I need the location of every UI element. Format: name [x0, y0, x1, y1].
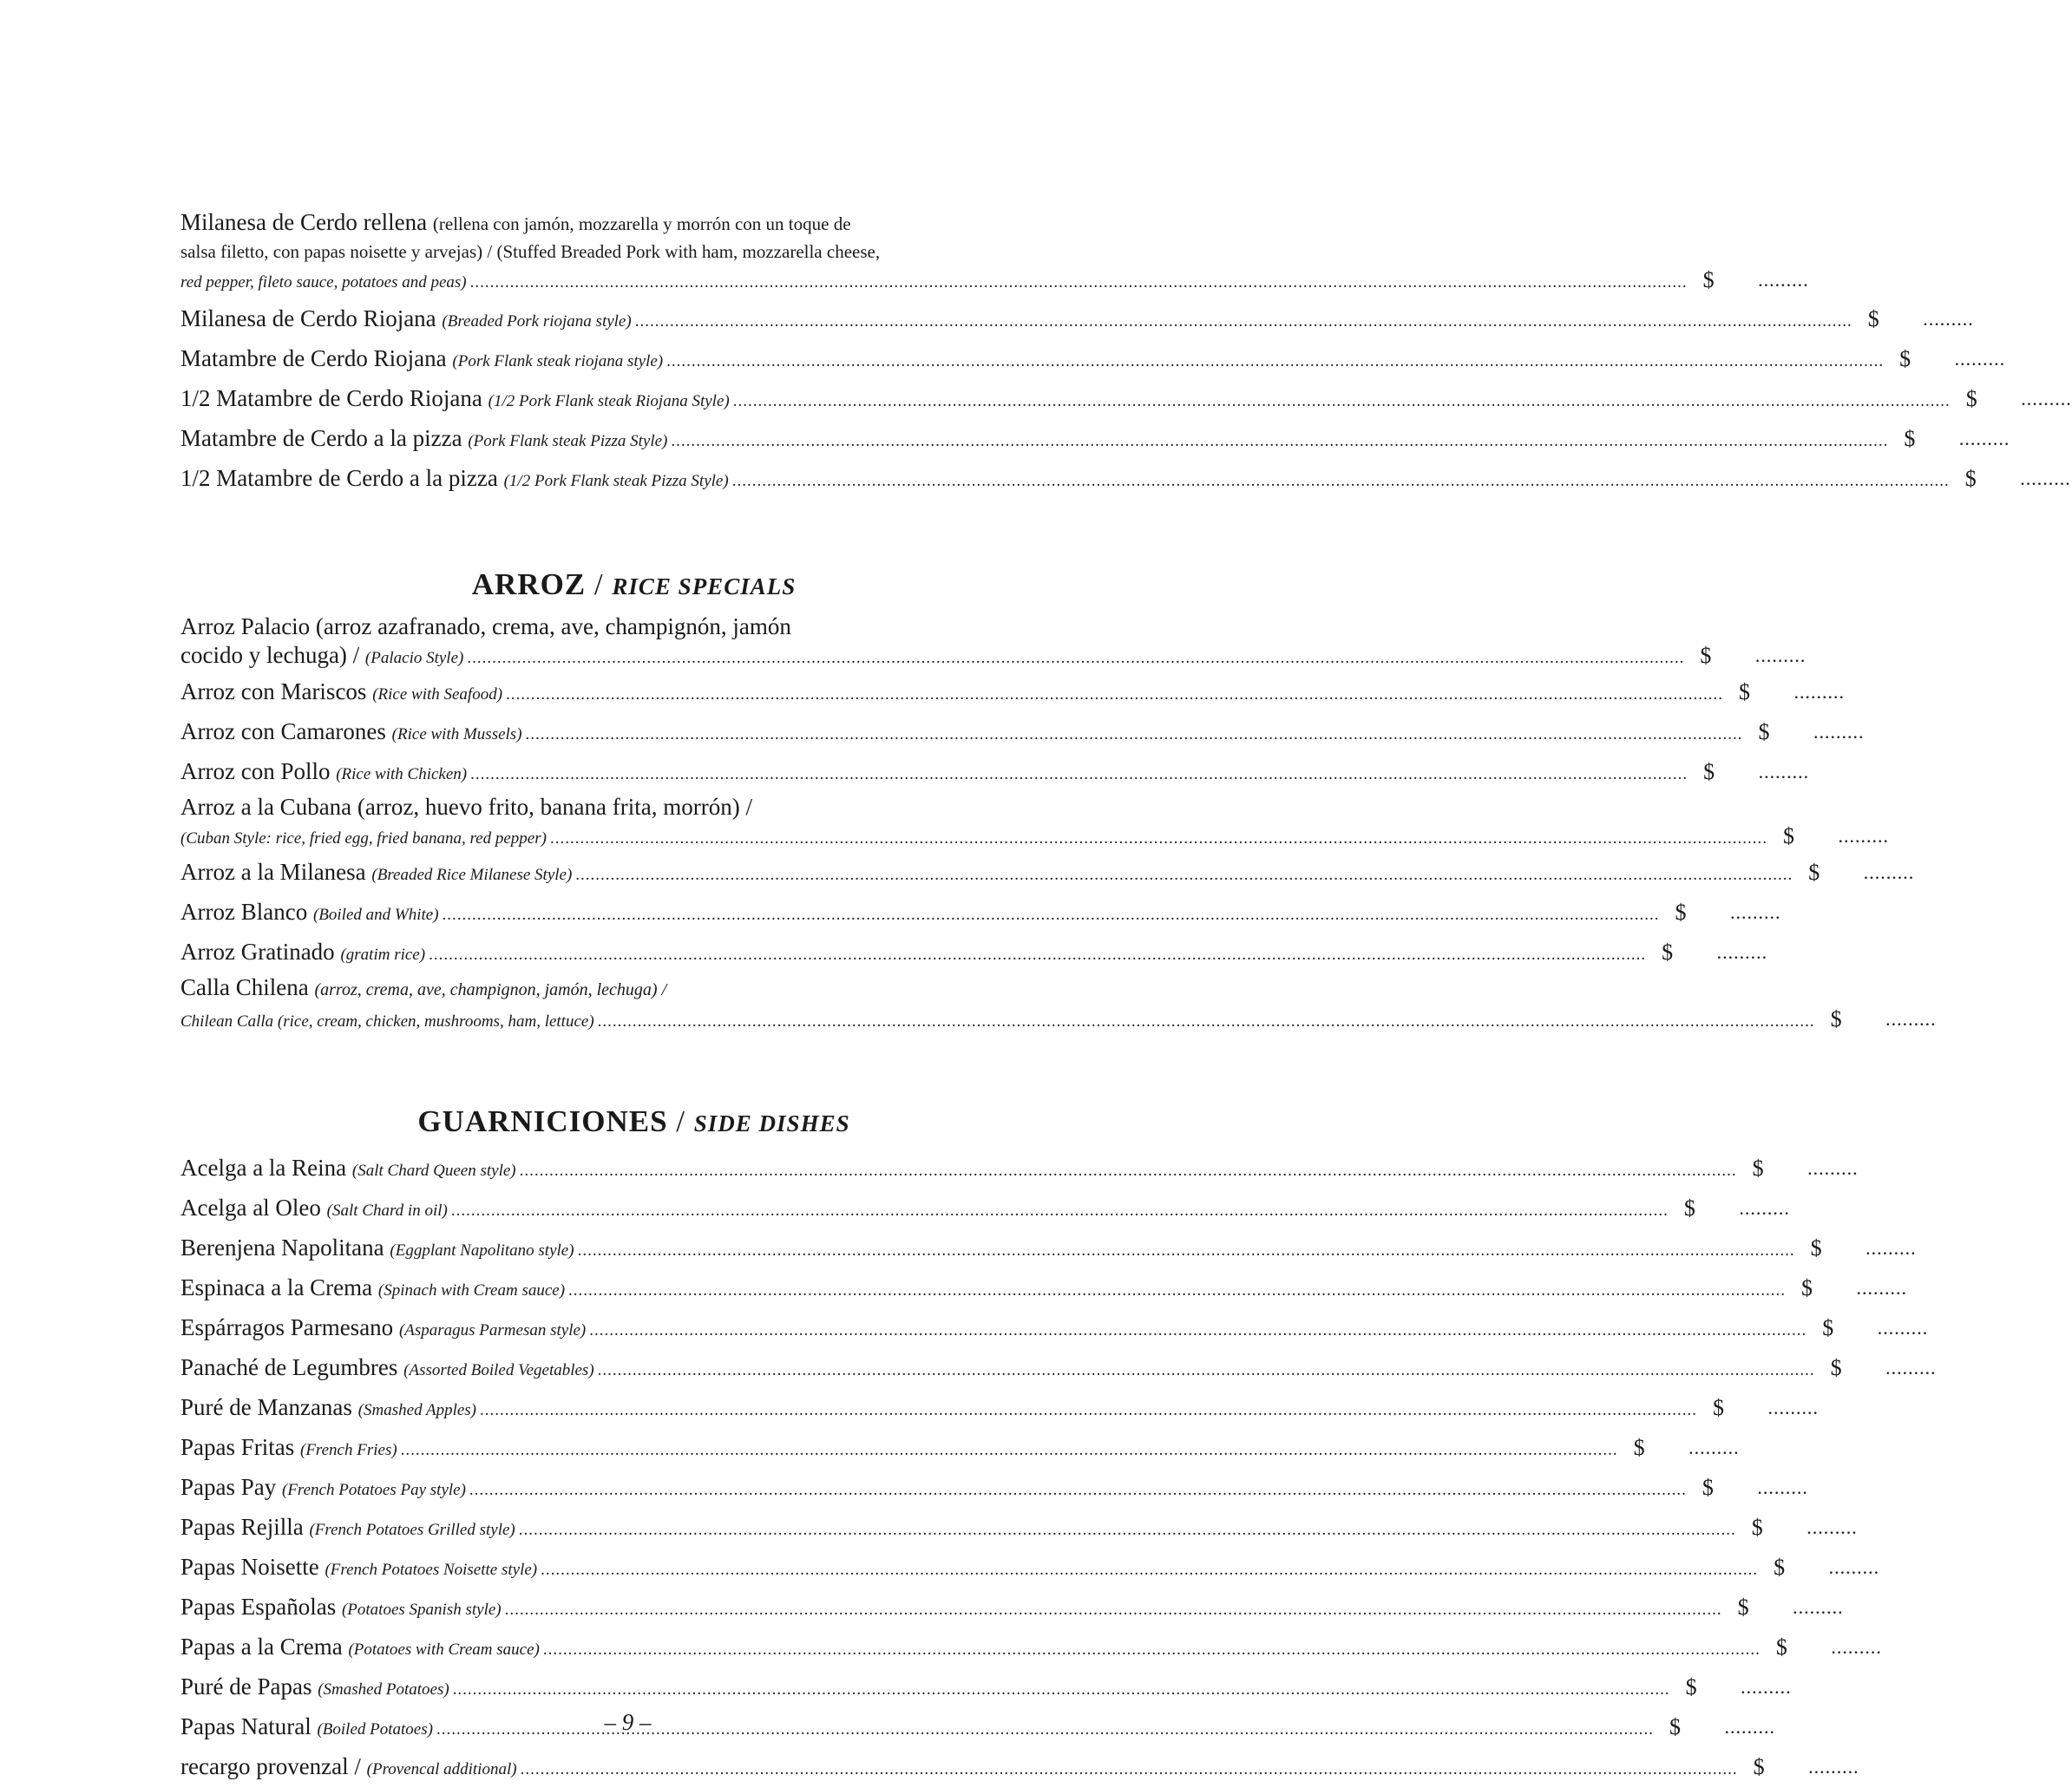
leader-dots: [470, 269, 1688, 297]
section-title-en: SIDE DISHES: [693, 1110, 850, 1136]
item-price: [1687, 1470, 1808, 1506]
menu-item: [180, 300, 1974, 340]
item-description: (Rice with Mussels): [391, 725, 522, 743]
currency-symbol: $: [1830, 1006, 1842, 1032]
leader-dots: [598, 1352, 1815, 1389]
item-price: [1951, 381, 2072, 417]
item-price: [1654, 1709, 1775, 1745]
leader-dots: [451, 1193, 1669, 1229]
item-name: Papas Natural: [180, 1713, 318, 1739]
item-name: Matambre de Cerdo Riojana: [180, 345, 453, 371]
price-placeholder: .........: [1807, 1157, 1859, 1179]
item-price: [1723, 674, 1845, 711]
price-placeholder: .........: [1958, 428, 2010, 449]
currency-symbol: $: [1702, 1475, 1714, 1500]
item-description: (Provencal additional): [366, 1760, 517, 1778]
item-price: [1815, 1350, 1937, 1386]
price-placeholder: .........: [1688, 1437, 1740, 1458]
price-placeholder: .........: [1741, 1676, 1792, 1698]
currency-symbol: $: [1713, 1395, 1725, 1420]
menu-item: [180, 753, 1810, 793]
price-placeholder: .........: [1838, 825, 1889, 847]
leader-dots: [578, 1233, 1795, 1269]
currency-symbol: $: [1904, 426, 1916, 451]
item-price: [1646, 934, 1767, 971]
price-placeholder: .........: [2020, 468, 2071, 489]
price-placeholder: .........: [1885, 1008, 1937, 1030]
leader-dots: [520, 1153, 1737, 1189]
leader-dots: [519, 1512, 1736, 1549]
item-price: [1743, 714, 1865, 750]
item-name: Arroz con Pollo: [180, 758, 337, 784]
item-description: Chilean Calla (rice, cream, chicken, mushrooms, ham, lettuce): [180, 1012, 594, 1031]
menu-item: [180, 1509, 1858, 1549]
price-placeholder: .........: [1758, 269, 1809, 291]
price-placeholder: .........: [1877, 1317, 1929, 1339]
item-line: [180, 238, 1087, 265]
item-name: 1/2 Matambre de Cerdo Riojana: [180, 385, 488, 411]
price-placeholder: .........: [1757, 1477, 1808, 1498]
title-separator: /: [667, 1104, 694, 1138]
item-name: Espárragos Parmesano: [180, 1314, 399, 1340]
item-price: [1761, 1629, 1882, 1666]
item-description: (Rice with Chicken): [336, 765, 468, 783]
item-line: [180, 973, 1087, 1004]
currency-symbol: $: [1899, 346, 1911, 371]
leader-dots: [635, 304, 1852, 340]
currency-symbol: $: [1774, 1555, 1786, 1580]
item-description: (arroz, crema, ave, champignon, jamón, lechuga) /: [314, 980, 667, 999]
item-description: (Pork Flank steak riojana style): [452, 352, 664, 370]
section-title-es: ARROZ: [471, 567, 587, 601]
menu-item: [180, 1549, 1880, 1588]
menu-item-milanesa-cerdo-rellena: [180, 208, 1809, 297]
item-description: (Cuban Style: rice, fried egg, fried banana, red pepper): [180, 829, 547, 848]
item-description: (Boiled and White): [312, 906, 439, 924]
leader-dots: [453, 1672, 1670, 1708]
item-name: Arroz Gratinado: [180, 939, 341, 965]
item-description: (Breaded Rice Milanese Style): [371, 866, 573, 884]
menu-item: [180, 1229, 1917, 1269]
section-title-en: RICE SPECIALS: [612, 573, 797, 599]
item-price: [1758, 1549, 1879, 1586]
item-price-line: [180, 821, 1889, 854]
item-price: [1618, 1430, 1740, 1466]
price-placeholder: .........: [1808, 1756, 1859, 1778]
currency-symbol: $: [1739, 679, 1751, 704]
item-description: (Boiled Potatoes): [317, 1720, 433, 1739]
currency-symbol: $: [1965, 386, 1977, 411]
price-placeholder: .........: [1863, 861, 1915, 883]
item-name: Puré de Papas: [180, 1673, 318, 1700]
menu-item: [180, 1429, 1740, 1469]
currency-symbol: $: [1702, 267, 1715, 292]
item-price: [1884, 341, 2005, 377]
leader-dots: [575, 857, 1793, 894]
menu-item: [180, 1748, 1859, 1788]
currency-symbol: $: [1775, 1634, 1787, 1660]
item-description: (1/2 Pork Flank steak Riojana Style): [488, 392, 730, 410]
currency-symbol: $: [1737, 1595, 1749, 1620]
item-description: (Smashed Potatoes): [318, 1680, 449, 1699]
item-price: [1722, 1589, 1844, 1626]
item-description: (Potatoes with Cream sauce): [348, 1641, 540, 1659]
item-name: recargo provenzal /: [180, 1753, 367, 1779]
price-placeholder: .........: [1758, 761, 1810, 783]
item-price: [1738, 1749, 1859, 1785]
currency-symbol: $: [1700, 643, 1712, 668]
item-price-line: [180, 265, 1809, 297]
item-name: Papas a la Crema: [180, 1634, 349, 1660]
price-placeholder: .........: [1716, 941, 1768, 963]
price-placeholder: .........: [2021, 388, 2072, 409]
currency-symbol: $: [1683, 1195, 1695, 1221]
item-description: (Assorted Boiled Vegetables): [403, 1361, 594, 1379]
item-name: Acelga a la Reina: [180, 1155, 352, 1181]
item-price: [1793, 855, 1914, 891]
price-placeholder: .........: [1793, 681, 1846, 703]
item-name: Acelga al Oleo: [180, 1195, 327, 1221]
item-description: (French Potatoes Pay style): [282, 1481, 466, 1499]
currency-symbol: $: [1808, 860, 1820, 885]
price-placeholder: .........: [1923, 308, 1974, 330]
item-price: [1670, 1669, 1792, 1706]
item-name: Papas Noisette: [180, 1554, 325, 1580]
item-name: Papas Pay: [180, 1474, 282, 1500]
item-name: Milanesa de Cerdo rellena: [180, 209, 433, 235]
item-name: Espinaca a la Crema: [180, 1274, 378, 1300]
item-price: [1767, 822, 1889, 851]
item-name: Papas Rejilla: [180, 1514, 310, 1540]
leader-dots: [469, 1472, 1687, 1509]
price-placeholder: .........: [1813, 721, 1865, 743]
item-description: (Asparagus Parmesan style): [398, 1321, 587, 1339]
item-name: Papas Españolas: [180, 1594, 342, 1620]
item-price: [1736, 1510, 1858, 1546]
item-description: (Smashed Apples): [357, 1401, 477, 1419]
item-description: (1/2 Pork Flank steak Pizza Style): [503, 472, 729, 490]
currency-symbol: $: [1633, 1435, 1645, 1460]
item-description: (Pork Flank steak Pizza Style): [468, 432, 668, 450]
item-price: [1795, 1230, 1917, 1267]
item-price-line: [180, 640, 1806, 673]
item-name: Berenjena Napolitana: [180, 1235, 390, 1261]
menu-item-arroz-palacio: [180, 612, 1806, 673]
price-placeholder: .........: [1793, 1596, 1844, 1618]
leader-dots: [543, 1632, 1761, 1668]
menu-item-calla-chilena: [180, 973, 1937, 1037]
item-line: Arroz Palacio (arroz azafranado, crema, ave, champignón, jamón: [180, 613, 791, 639]
currency-symbol: $: [1830, 1355, 1842, 1380]
leader-dots: [443, 897, 1660, 933]
item-description: red pepper, fileto sauce, potatoes and peas): [180, 273, 467, 291]
item-name: Papas Fritas: [180, 1434, 300, 1460]
currency-symbol: $: [1758, 719, 1770, 744]
item-description: (Potatoes Spanish style): [341, 1601, 502, 1619]
currency-symbol: $: [1964, 466, 1977, 491]
menu-item: [180, 713, 1865, 753]
price-placeholder: .........: [1865, 1237, 1917, 1259]
item-name: 1/2 Matambre de Cerdo a la pizza: [180, 465, 504, 491]
item-description: (Salt Chard in oil): [326, 1202, 448, 1220]
leader-dots: [550, 824, 1767, 854]
menu-item: [180, 1309, 1929, 1349]
item-price: [1697, 1390, 1819, 1426]
title-separator: /: [586, 567, 613, 601]
item-description: (Rice with Seafood): [372, 685, 503, 704]
currency-symbol: $: [1801, 1275, 1813, 1300]
item-price: [1806, 1310, 1928, 1346]
item-name: Arroz con Mariscos: [180, 678, 373, 704]
menu-item: [180, 1189, 1790, 1229]
item-price: [1815, 1005, 1937, 1034]
item-price: [1688, 754, 1809, 790]
price-placeholder: .........: [1806, 1516, 1858, 1538]
price-placeholder: .........: [1954, 348, 2006, 370]
menu-item: [180, 1269, 1908, 1309]
menu-item: [180, 1588, 1844, 1628]
menu-item: [180, 420, 2010, 460]
item-price: [1684, 641, 1806, 671]
item-line: Arroz a la Cubana (arroz, huevo frito, banana frita, morrón) /: [180, 794, 752, 820]
price-placeholder: .........: [1730, 901, 1781, 923]
item-name: cocido y lechuga) /: [180, 642, 365, 668]
currency-symbol: $: [1782, 823, 1794, 848]
item-price: [1786, 1270, 1907, 1307]
item-price-line: [180, 1004, 1937, 1037]
item-description: (rellena con jamón, mozzarella y morrón con un toque de: [432, 213, 851, 234]
menu-item: [180, 460, 2071, 500]
menu-item: [180, 673, 1846, 713]
item-name: Calla Chilena: [180, 974, 315, 1000]
item-price: [1852, 301, 1974, 337]
leader-dots: [541, 1552, 1758, 1588]
item-description: (French Potatoes Noisette style): [325, 1561, 538, 1579]
item-description: (Spinach with Cream sauce): [377, 1281, 566, 1300]
item-name: Arroz a la Milanesa: [180, 859, 372, 885]
item-price: [1737, 1150, 1859, 1187]
price-placeholder: .........: [1724, 1716, 1775, 1738]
leader-dots: [568, 1273, 1786, 1309]
leader-dots: [526, 717, 1743, 753]
menu-item: [180, 1668, 1792, 1708]
menu-item: [180, 1349, 1937, 1389]
item-price: [1660, 894, 1781, 931]
item-description: salsa filetto, con papas noisette y arvejas) / (Stuffed Breaded Pork with ham, mozzarella cheese,: [180, 241, 881, 262]
currency-symbol: $: [1867, 306, 1879, 331]
leader-dots: [598, 1007, 1815, 1037]
menu-page-content: [180, 208, 2072, 1788]
menu-item: [180, 1628, 1882, 1668]
item-line: [180, 208, 1087, 238]
price-placeholder: .........: [1885, 1357, 1937, 1379]
currency-symbol: $: [1822, 1315, 1834, 1340]
item-description: (gratim rice): [340, 946, 426, 964]
price-placeholder: .........: [1739, 1197, 1790, 1219]
item-name: Panaché de Legumbres: [180, 1354, 404, 1380]
item-name: Milanesa de Cerdo Riojana: [180, 305, 443, 331]
price-placeholder: .........: [1767, 1397, 1820, 1418]
leader-dots: [467, 644, 1684, 673]
leader-dots: [429, 937, 1646, 973]
item-name: Puré de Manzanas: [180, 1394, 358, 1420]
item-name: Arroz con Camarones: [180, 718, 392, 744]
pork-section: [180, 208, 2072, 500]
price-placeholder: .........: [1828, 1556, 1880, 1578]
section-title-guarniciones: [180, 1103, 1087, 1143]
item-description: (Eggplant Napolitano style): [390, 1241, 574, 1260]
price-placeholder: .........: [1856, 1277, 1908, 1299]
item-description: (French Fries): [300, 1441, 397, 1459]
currency-symbol: $: [1662, 940, 1674, 965]
item-description: (Palacio Style): [364, 649, 464, 667]
currency-symbol: $: [1752, 1156, 1764, 1181]
leader-dots: [480, 1392, 1697, 1429]
guarniciones-section: [180, 1149, 1937, 1788]
item-name: Arroz Blanco: [180, 899, 313, 925]
leader-dots: [671, 423, 1888, 460]
leader-dots: [521, 1752, 1738, 1788]
menu-item: [180, 340, 2006, 380]
leader-dots: [470, 756, 1688, 793]
leader-dots: [505, 1592, 1722, 1628]
item-description: (Salt Chard Queen style): [351, 1162, 516, 1180]
leader-dots: [666, 344, 1884, 380]
currency-symbol: $: [1810, 1235, 1822, 1261]
leader-dots: [732, 463, 1950, 500]
item-price: [1888, 421, 2010, 457]
currency-symbol: $: [1669, 1714, 1681, 1739]
page-number: – 9 –: [604, 1709, 652, 1735]
menu-item: [180, 854, 1915, 894]
leader-dots: [733, 383, 1951, 420]
menu-item: [180, 894, 1781, 933]
menu-item: [180, 933, 1768, 973]
leader-dots: [401, 1432, 1618, 1469]
price-placeholder: .........: [1754, 645, 1806, 666]
item-name: Matambre de Cerdo a la pizza: [180, 425, 469, 451]
currency-symbol: $: [1751, 1515, 1763, 1540]
item-description: (French Potatoes Grilled style): [309, 1521, 515, 1539]
section-title-es: GUARNICIONES: [417, 1104, 668, 1138]
currency-symbol: $: [1703, 759, 1715, 784]
item-description: (Breaded Pork riojana style): [442, 312, 632, 331]
arroz-section: [180, 612, 1937, 1037]
menu-item: [180, 1149, 1859, 1189]
section-title-arroz: [180, 566, 1087, 606]
menu-item: [180, 1389, 1820, 1429]
leader-dots: [589, 1313, 1806, 1349]
item-price: [1950, 461, 2071, 497]
menu-item: [180, 380, 2072, 420]
currency-symbol: $: [1685, 1674, 1697, 1700]
price-placeholder: .........: [1831, 1636, 1882, 1658]
currency-symbol: $: [1753, 1754, 1765, 1779]
menu-item-arroz-cubana: [180, 793, 1889, 854]
menu-item: [180, 1469, 1808, 1509]
currency-symbol: $: [1675, 900, 1687, 925]
item-price: [1669, 1190, 1790, 1227]
item-price: [1688, 266, 1809, 294]
leader-dots: [506, 677, 1723, 713]
